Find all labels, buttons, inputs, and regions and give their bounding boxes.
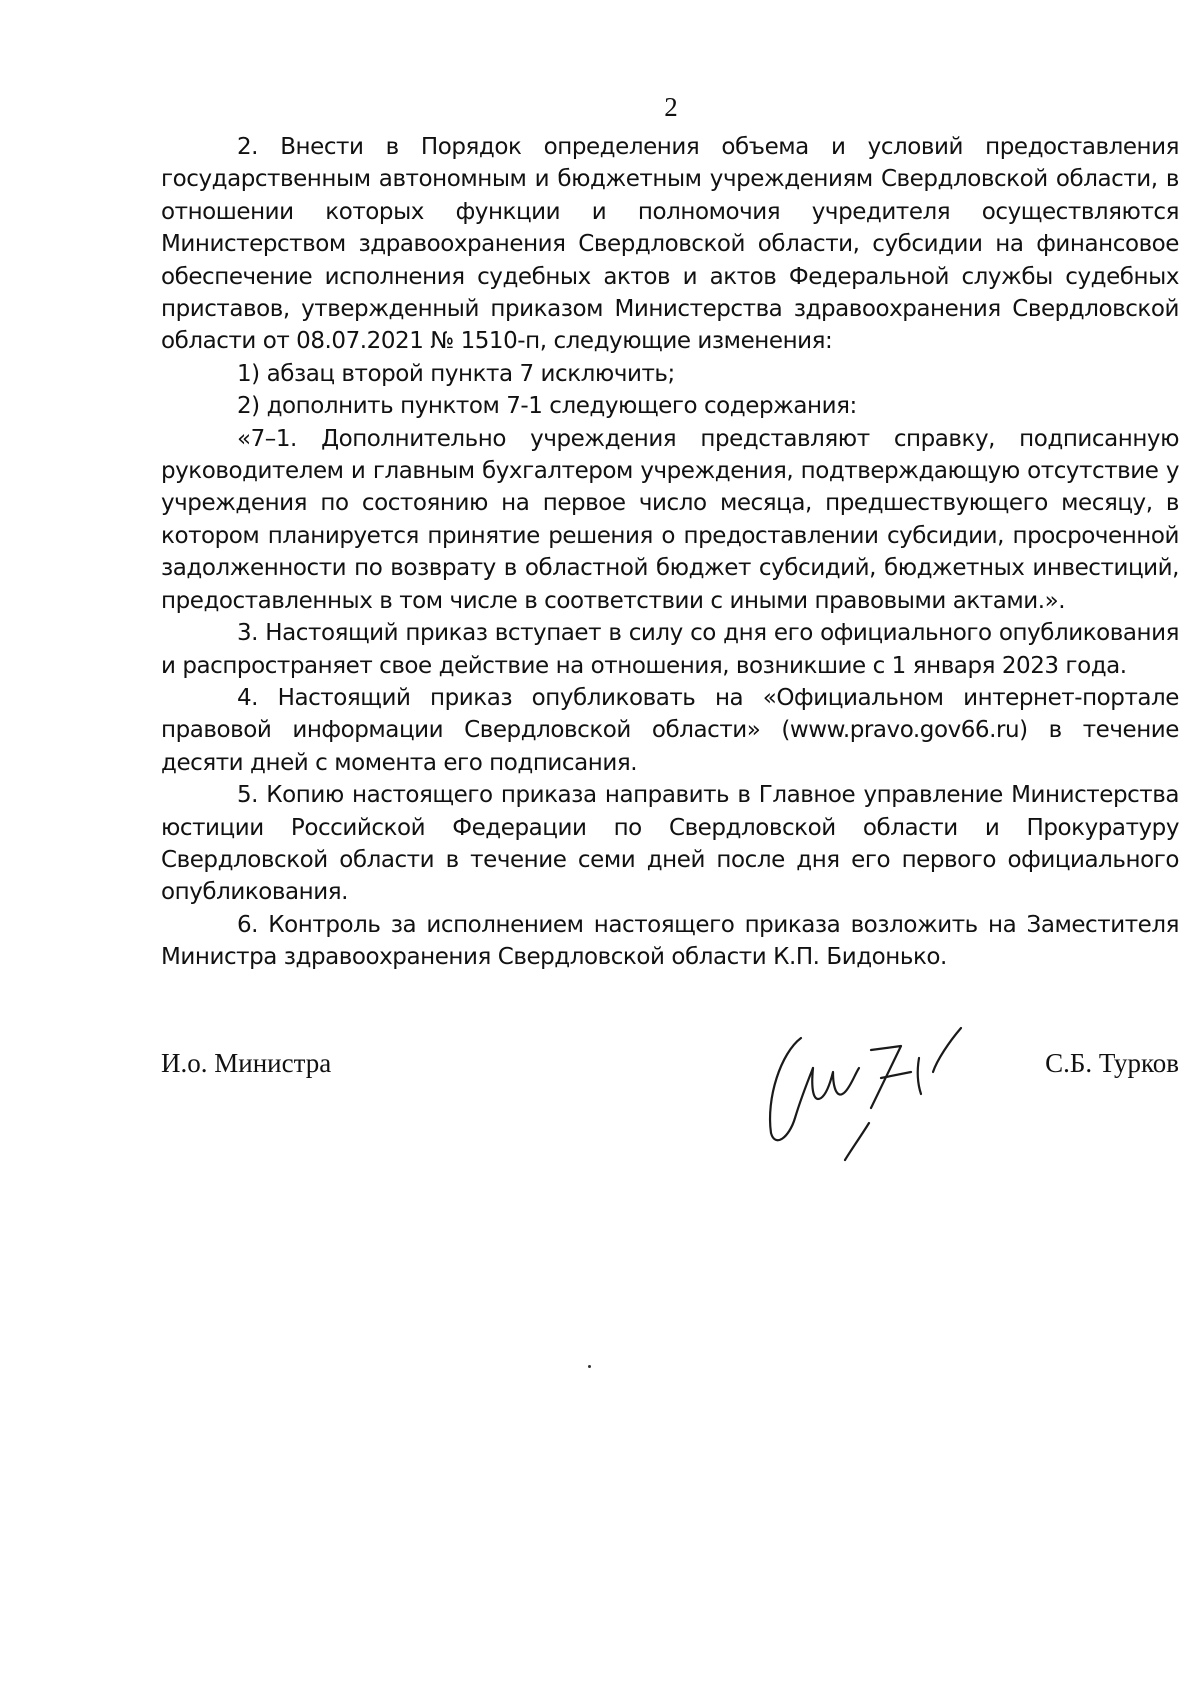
handwritten-signature (761, 1008, 1001, 1168)
signer-name: С.Б. Турков (1045, 1048, 1179, 1078)
scan-dot-mark (588, 1365, 591, 1368)
paragraph-item-6: 6. Контроль за исполнением настоящего приказа возложить на Заместителя Министра здравоохранения Свердловской области К.П. Бидонько. (161, 911, 1179, 971)
signer-title: И.о. Министра (161, 1048, 332, 1078)
paragraph-item-4: 4. Настоящий приказ опубликовать на «Официальном интернет-портале правовой информации Свердловской области» (www.pravo.gov66.ru) в течение десяти дней с момента его подписания. (161, 684, 1179, 776)
paragraph-item-3: 3. Настоящий приказ вступает в силу со дня его официального опубликования и распространяет свое действие на отношения, возникшие с 1 января 2023 года. (161, 620, 1179, 679)
paragraph-item-2: 2. Внести в Порядок определения объема и условий предоставления государственным автономным и бюджетным учреждениям Свердловской области, в отношении которых функции и полномочия учредителя осуществляются Министерством здравоохранения Свердловской области, субсидии на финансовое обеспечение исполнения судебных актов и актов Федеральной службы судебных приставов, утвержденный приказом Министерства здравоохранения Свердловской области от 08.07.2021 № 1510-п, следующие изменения: (161, 134, 1179, 355)
document-body (161, 131, 1179, 974)
paragraph-item-5: 5. Копию настоящего приказа направить в Главное управление Министерства юстиции Российской Федерации по Свердловской области и Прокуратуру Свердловской области в течение семи дней после дня его первого официального опубликования. (161, 782, 1179, 906)
quoted-clause-7-1: «7–1. Дополнительно учреждения представляют справку, подписанную руководителем и главным бухгалтером учреждения, подтверждающую отсутствие у учреждения по состоянию на первое число месяца, предшествующего месяцу, в котором планируется принятие решения о предоставлении субсидии, просроченной задолженности по возврату в областной бюджет субсидий, бюджетных инвестиций, предоставленных в том числе в соответствии с иными правовыми актами.». (161, 425, 1179, 614)
signature-block (161, 1040, 1179, 1210)
page-number: 2 (664, 92, 678, 122)
subitem-1: 1) абзац второй пункта 7 исключить; (237, 360, 675, 387)
subitem-2: 2) дополнить пунктом 7-1 следующего содержания: (237, 393, 857, 420)
